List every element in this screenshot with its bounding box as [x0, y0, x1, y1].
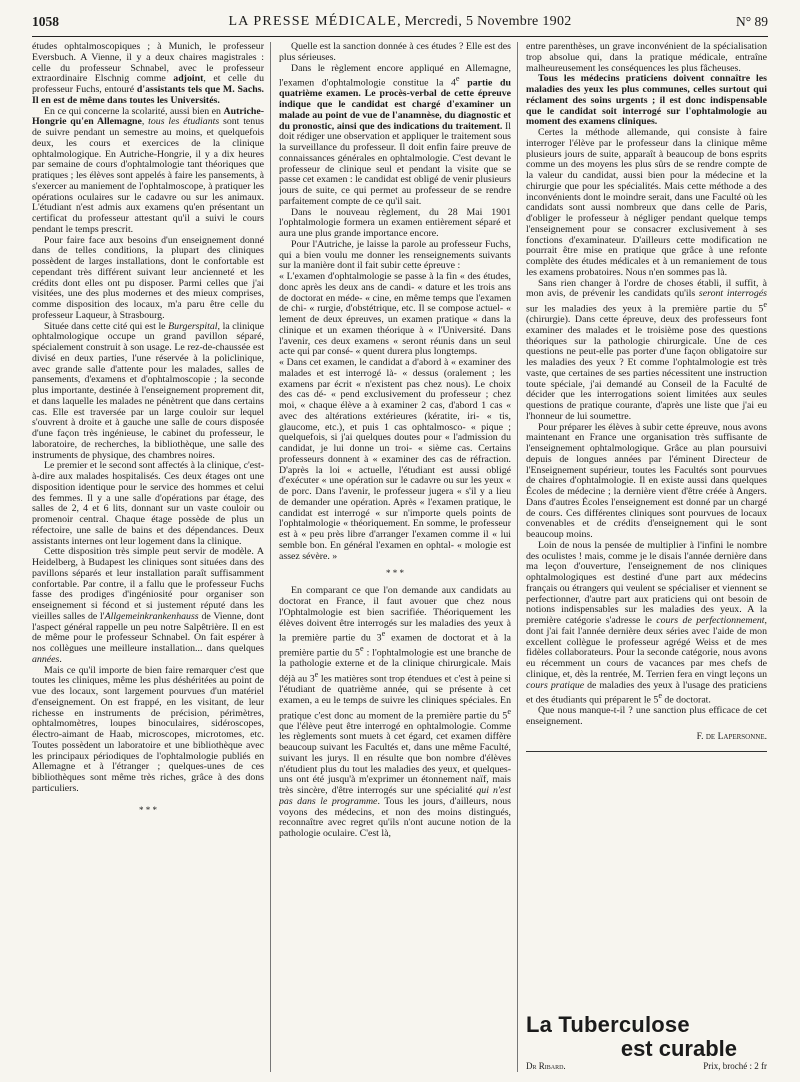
column-divider	[270, 42, 271, 1072]
paragraph: Pour l'Autriche, je laisse la parole au professeur Fuchs, qui a bien voulu me donner les renseignements suivants sur la manière dont il fait subir cette épreuve :	[279, 238, 511, 272]
article-column-3	[526, 42, 767, 1072]
paragraph: Dans le règlement encore appliqué en Allemagne, l'examen d'ophtalmologie constitue la 4e partie du quatrième examen. Le procès-verbal de cette épreuve indique que le candidat est chargé d'examiner un malade au point de vue de l'anamnèse, du diagnostic et du pronostic, ainsi que des indications du traitement. Il doit rédiger une observation et appliquer le traitement sous la surveillance du professeur. Il doit enfin faire preuve de connaissances générales en ophtalmologie. C'est devant le professeur de clinique seul et pendant la visite que se passe cet examen : le candidat est obligé de venir plusieurs jours de suite, ce qui permet au professeur de se rendre parfaitement compte de ce qu'il sait.	[279, 62, 511, 207]
paragraph: Que nous manque-t-il ? une sanction plus efficace de cet enseignement.	[526, 705, 767, 728]
paragraph: Pour préparer les élèves à subir cette épreuve, nous avons maintenant en France une organisation très suffisante de l'enseignement ophtalmologique. Grâce au plan poursuivi depuis de longues années par l'éminent Directeur de l'Enseignement supérieur, toutes les Facultés sont pourvues de chaires d'ophtalmologie. Il en existe aussi dans quelques Écoles de médecine ; la dernière vient d'être créée à Angers. Dans d'autres Écoles l'enseignement est donné par un chargé de cours. Ces différentes cliniques sont pourvues de locaux convenables et de crédits d'enseignement qui le sont beaucoup moins.	[526, 421, 767, 541]
ad-title-line-1: La Tuberculose	[526, 1012, 690, 1037]
ad-title-line-2: est curable	[620, 1036, 737, 1061]
paragraph: Quelle est la sanction donnée à ces études ? Elle est des plus sérieuses.	[279, 42, 511, 63]
journal-title	[32, 14, 768, 30]
page-number: 1058	[32, 14, 59, 29]
issue-number: N° 89	[735, 14, 768, 29]
paragraph: études ophtalmoscopiques ; à Munich, le professeur Eversbuch. A Vienne, il y a deux chaires magistrales : celle du professeur Schnabel, avec le professeur extraordinaire Elschnig comme adjoint, et celle du professeur Fuchs, entouré d'assistants tels que M. Sachs. Il en est de même dans toutes les Universités.	[32, 42, 264, 106]
article-column-2	[279, 42, 511, 1072]
section-separator: * * *	[139, 804, 157, 815]
author-signature: F. de Lapersonne.	[696, 731, 767, 742]
quotation: « L'examen d'ophtalmologie se passe à la fin « des études, donc après les deux ans de candi- « dature et les trois ans de doctorat en méde- « cine, en même temps que l'examen de chi- « rurgie, d'obstétrique, etc. Il se compose actuel- « lement de deux épreuves, un examen pratique « dans la clinique et un examen théorique à « l'Université. Dans l'avenir, ces deux examens « seront réunis dans un seul acte qui par consé- « quent durera plus longtemps.	[279, 271, 511, 358]
issue-date: , Mercredi, 5 Novembre 1902	[397, 14, 572, 29]
paragraph: entre parenthèses, un grave inconvénient de la spécialisation trop absolue qui, dans la pratique médicale, entraîne malheureusement les conséquences les plus fâcheuses.	[526, 42, 767, 74]
section-separator: * * *	[386, 568, 404, 579]
paragraph: En comparant ce que l'on demande aux candidats au doctorat en France, il faut avouer que chez nous l'Ophtalmologie est bien sacrifiée. Théoriquement les élèves doivent être interrogés sur les maladies des yeux à la première partie du 3e examen de doctorat et à la première partie du 5e : l'ophtalmologie est une branche de la pathologie externe et de la clinique chirurgicale. Mais déjà au 3e les matières sont trop étendues et c'est à peine si l'étudiant de quatrième année, qui se présente à cet examen, a eu le temps de suivre les cliniques spéciales. En pratique c'est donc au moment de la première partie du 5e que l'élève peut être interrogé en ophtalmologie. Comme les règlements sont muets à cet égard, cet examen diffère beaucoup suivant les Facultés et, dans une même Faculté, suivant les jurys. Il en résulte que bon nombre d'élèves n'étudient plus du tout les maladies des yeux, et quelques-uns ont été jusqu'à m'exprimer un étonnement naïf, mais très sincère, d'être interrogés sur une spécialité qui n'est pas dans le programme. Tous les jours, d'ailleurs, nous voyons des médecins, et non des moins distingués, reconnaître avec regret qu'ils n'ont aucune notion de la pathologie oculaire. C'est là,	[279, 585, 511, 840]
article-column-1	[32, 42, 264, 1072]
column-divider	[517, 42, 518, 1072]
paragraph: Située dans cette cité qui est le Burgerspital, la clinique ophtalmologique occupe un grand pavillon séparé, spécialement construit à son usage. Le rez-de-chaussée est divisé en deux parties, l'une réservée à la policlinique, avec grande salle d'attente pour les malades, salles de pansements, d'examens et d'ophtalmoscopie ; la seconde plus importante, destinée à l'enseignement proprement dit, et dans laquelle les malades ne pénètrent que dans certains cas. Elle est traversée par un large couloir sur lequel s'ouvrent à droite et à gauche une salle de cours disposée d'une façon très ingénieuse, le cabinet du professeur, le laboratoire, de recherches, la bibliothèque, une salle des instruments de physique, des chambres noires.	[32, 320, 264, 461]
ad-author: Dr Ribard.	[526, 1061, 566, 1071]
header-rule	[32, 36, 768, 37]
paragraph: Loin de nous la pensée de multiplier à l'infini le nombre des oculistes ! mais, comme je le disais l'année dernière dans ma leçon d'ouverture, l'enseignement de nos cliniques ophtalmologiques est destiné d'une part aux médecins français ou étrangers qui veulent se spécialiser et viennent se perfectionner, d'autre part aux praticiens qui ont besoin de notions indispensables sur les maladies des yeux. A la première catégorie s'adresse le cours de perfectionnement, dont j'ai fait l'année dernière deux séries avec l'aide de mon excellent collègue le professeur agrégé Weiss et de mes fidèles collaborateurs. Pour la seconde catégorie, nous avons eu récemment un cours de vacances par mes chefs de clinique, et, dès la rentrée, M. Terrien fera en vingt leçons un cours pratique de maladies des yeux à l'usage des praticiens et des étudiants qui préparent le 5e de doctorat.	[526, 539, 767, 706]
paragraph: Sans rien changer à l'ordre de choses établi, il suffit, à mon avis, de prévenir les candidats qu'ils seront interrogés sur les maladies des yeux à la première partie du 5e (chirurgie). Dans cette épreuve, deux des professeurs font examiner des malades et le troisième pose des questions théoriques sur la pathologie chirurgicale. Une de ces questions ne peut-elle pas porter d'une façon obligatoire sur les maladies des yeux ? Et comme l'ophtalmologie est très vaste, que certaines de ses parties nécessitent une instruction toute spéciale, j'ai demandé au Conseil de la Faculté de décider que les interrogations soient limitées aux seules questions de pratique courante, d'après une liste que j'ai eu l'honneur de lui soumettre.	[526, 277, 767, 422]
paragraph: Pour faire face aux besoins d'un enseignement donné dans de telles conditions, la plupart des cliniques possèdent de larges installations, dont le confortable est cependant très différent suivant leur ancienneté et les crédits dont elles ont pu disposer. Parmi celles que j'ai visitées, une des plus modernes et des mieux comprises, comme disposition des locaux, m'a paru être celle du professeur Laqueur, à Strasbourg.	[32, 234, 264, 321]
paragraph: En ce qui concerne la scolarité, aussi bien en Autriche-Hongrie qu'en Allemagne, tous les étudiants sont tenus de suivre pendant un semestre au moins, et quelquefois deux, les cours et exercices de la clinique ophtalmologique. En Autriche-Hongrie, il y a dix heures par semaine de cours d'ophtalmologie tant théoriques que pratiques ; les élèves sont appelés à faire les pansements, à s'exercer au maniement de l'ophtalmoscope, à pratiquer les opérations oculaires sur le cadavre ou sur les animaux. L'étudiant n'est admis aux examens qu'en présentant un certificat du professeur attestant qu'il a suivi le cours pendant le temps prescrit.	[32, 105, 264, 235]
journal-name: LA PRESSE MÉDICALE	[228, 14, 398, 29]
ad-price: Prix, broché : 2 fr	[703, 1061, 767, 1071]
paragraph: Cette disposition très simple peut servir de modèle. A Heidelberg, à Budapest les cliniques sont situées dans des pavillons séparés et leur installation paraît suffisamment confortable. Par contre, il a fallu que le professeur Fuchs fasse des prodiges d'ingéniosité pour organiser son enseignement si fécond et si justement réputé dans les vieilles salles de l'Allgemeinkrankenhauss de Vienne, dont l'aspect général rappelle un peu notre Salpêtrière. Il en est de même pour le professeur Schnabel. On fait espérer à nos collègues une meilleure installation... dans quelques années.	[32, 546, 264, 665]
paragraph: Dans le nouveau règlement, du 28 Mai 1901 l'ophtalmologie formera un examen entièrement séparé et aura une plus grande importance encore.	[279, 206, 511, 240]
paragraph: Mais ce qu'il importe de bien faire remarquer c'est que toutes les cliniques, même les plus déshéritées au point de vue des locaux, sont largement pourvues d'un matériel d'enseignement. On est frappé, en les visitant, de leur richesse en instruments de précision, périmètres, ophtalmomètres, loupes binoculaires, sidéroscopes, électro-aimant de Haab, microscopes, microtomes, etc. Toutes possèdent un laboratoire et une bibliothèque avec les principaux périodiques de l'ophtalmologie publiés en Allemagne et à l'étranger ; quelques-unes de ces bibliothèques sont même très riches, grâce à des dons particuliers.	[32, 664, 264, 794]
book-advertisement	[526, 1013, 767, 1075]
quotation: « Dans cet examen, le candidat a d'abord à « examiner des malades et est interrogé là- « dessus (oralement ; les examens par écrit « n'existent pas chez nous). Le choix des cas dé- « pend exclusivement du professeur ; chez moi, « chaque élève a à examiner 2 cas, d'abord 1 cas « avec des altérations extérieures (kératite, iri- « tis, glaucome, etc.), et puis 1 cas ophtalmosco- « pique ; quelquefois, si j'ai quelques doutes pour « l'admission du candidat, je lui donne un troi- « sième cas. Certains professeurs donnent à « examiner des cas de réfraction. D'après la loi « actuelle, l'étudiant est aussi obligé d'exécuter « une opération sur le cadavre ou sur les yeux « de porc. Dans l'avenir, le professeur jugera « s'il y a lieu de demander une opération. Après « l'examen pratique, le candidat est interrogé « sur n'importe quels points de l'ophtalmologie « théoriquement. En somme, le professeur est à « peu près libre d'arranger l'examen comme il « lui semble bon. En général l'examen en ophtal- « mologie est assez sévère. »	[279, 357, 511, 562]
paragraph: Tous les médecins praticiens doivent connaître les maladies des yeux les plus communes, celles surtout qui réclament des soins urgents ; il est donc indispensable que le candidat soit interrogé sur l'ophtalmologie au moment des examens cliniques.	[526, 73, 767, 128]
paragraph: Certes la méthode allemande, qui consiste à faire interroger l'élève par le professeur dans la clinique même plusieurs jours de suite, apparaît à beaucoup de bons esprits comme un des moyens les plus sûrs de se rendre compte de la valeur du candidat, aussi bien pour la médecine et la chirurgie que pour les spécialités. Mais cette méthode a des inconvénients dont le moindre serait, dans une Faculté où les candidats sont aussi nombreux que dans celle de Paris, d'obliger le professeur à négliger pendant quelque temps l'enseignement pour se consacrer exclusivement à ses fonctions d'examinateur. D'ailleurs cette modification ne pourrait être mise en pratique que grâce à une refonte complète des études médicales et à un remaniement de tous les examens probatoires. Nous n'en sommes pas là.	[526, 127, 767, 278]
page-header	[32, 10, 768, 34]
article-end-rule	[526, 751, 767, 752]
paragraph: Le premier et le second sont affectés à la clinique, c'est-à-dire aux malades hospitalisés. Ces deux étages ont une disposition identique pour le service des hommes et celui des femmes. Il y a une salle d'opérations par étage, des salles de 2, 4 et 6 lits, donnant sur un vaste couloir ou promenoir central. Chaque étage possède de plus un réfectoire, une salle de bains et des dépendances. Deux assistants internes ont leur logement dans la clinique.	[32, 460, 264, 547]
